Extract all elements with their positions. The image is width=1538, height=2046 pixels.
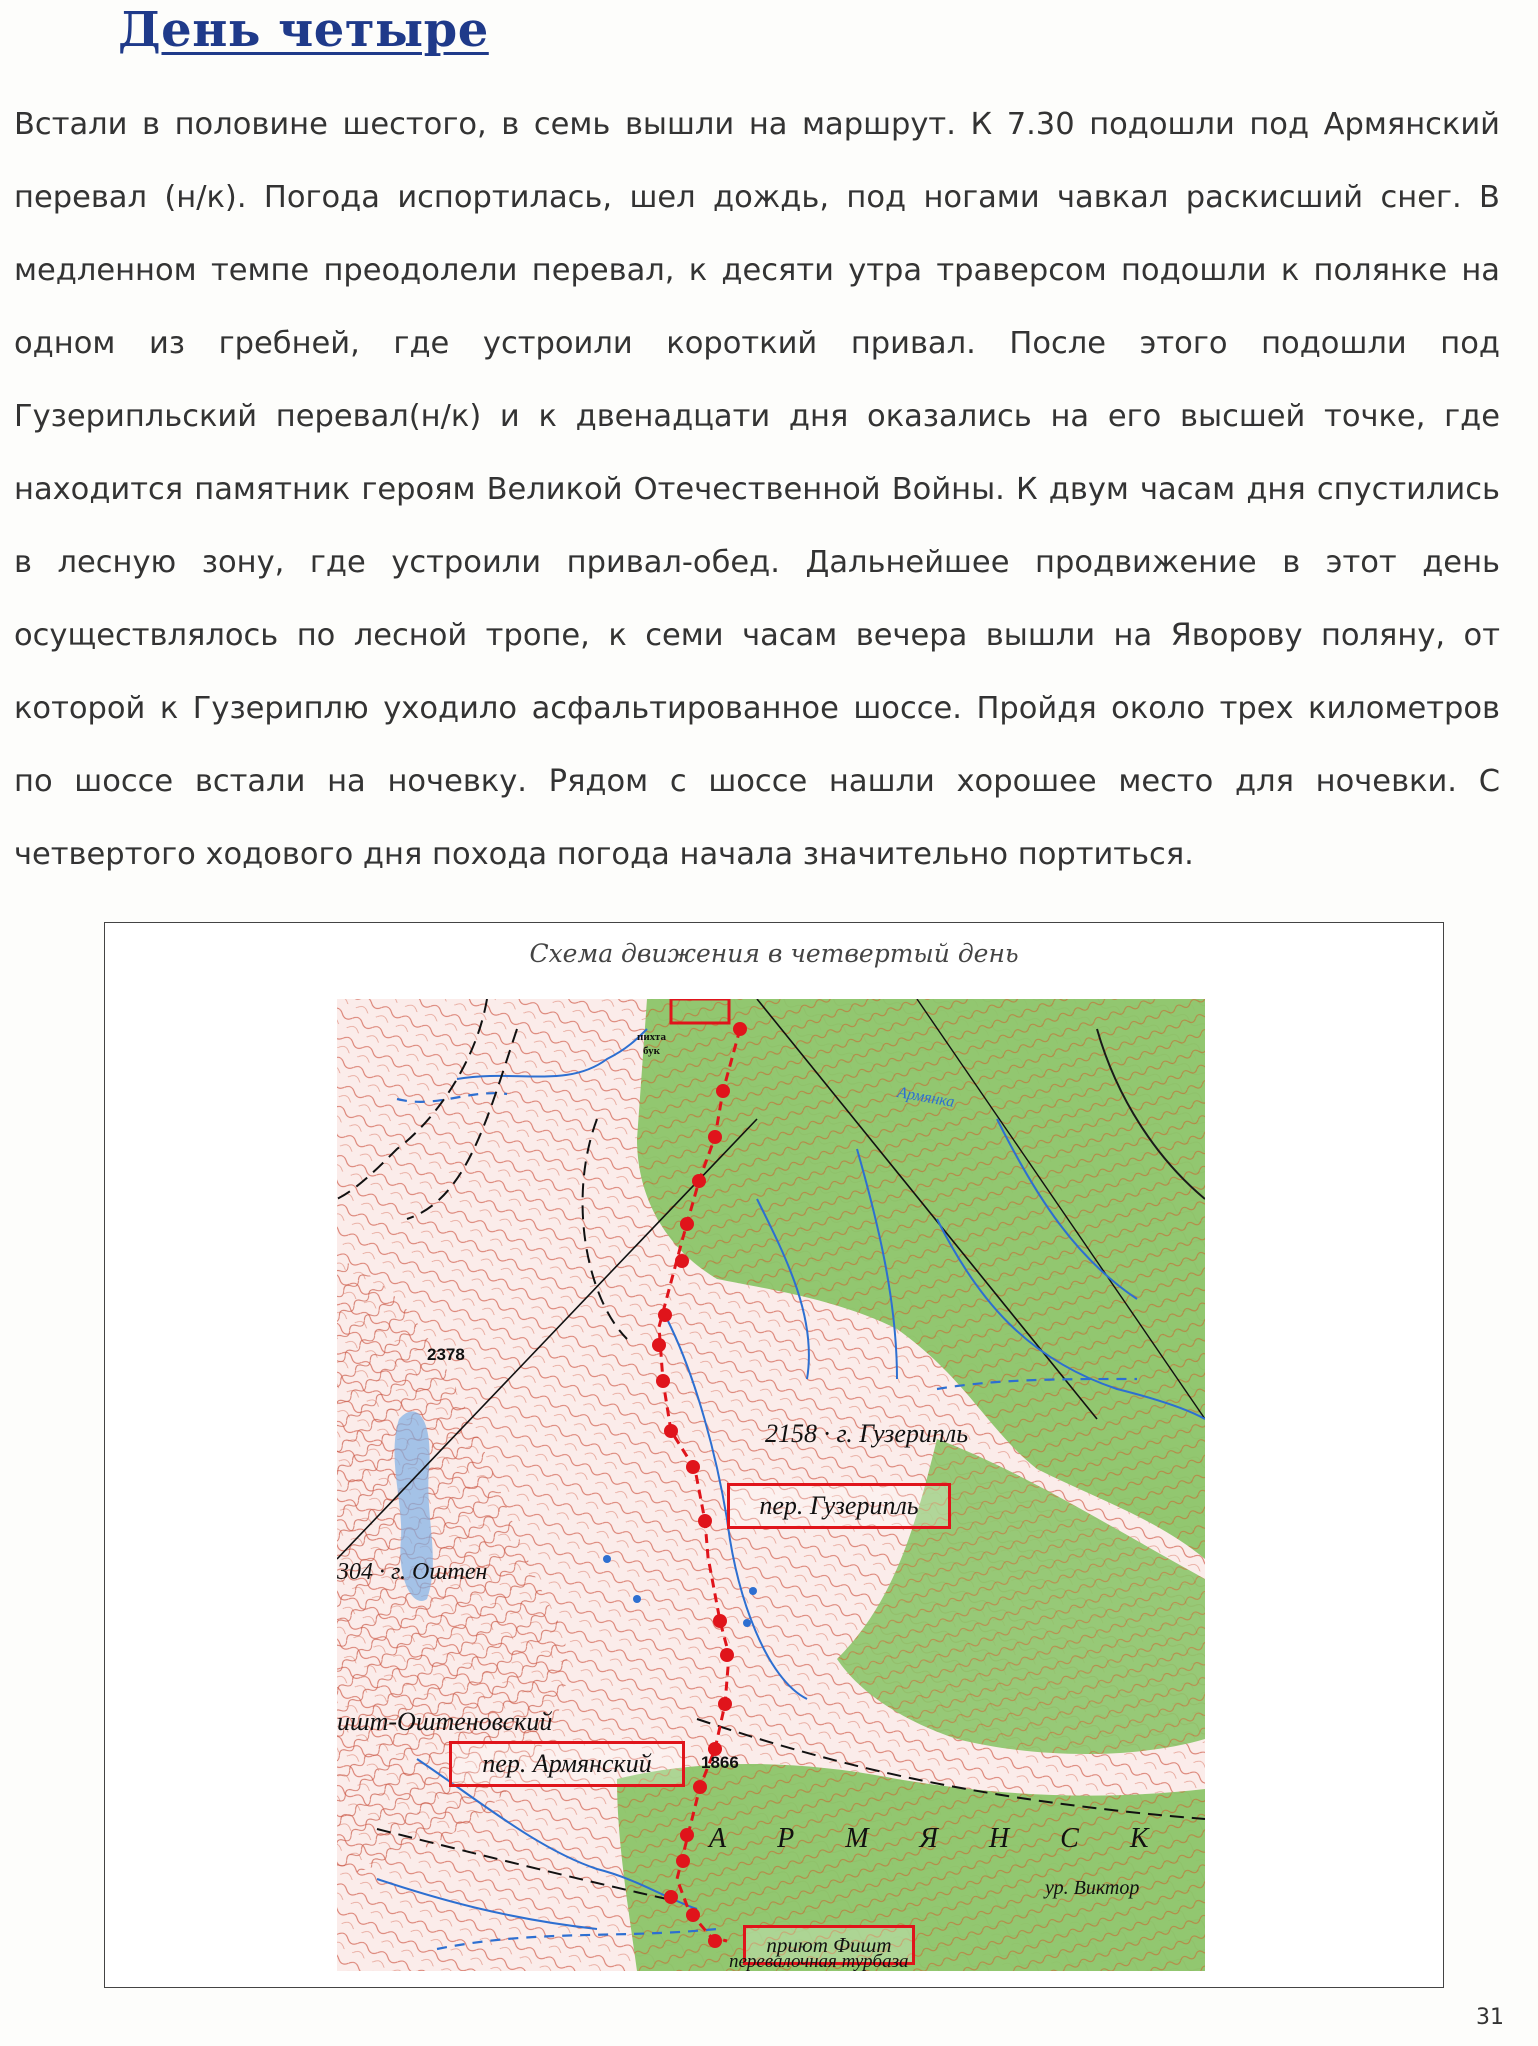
page-number: 31 bbox=[1476, 2005, 1504, 2030]
base-label: перевалочная турбаза bbox=[729, 1951, 909, 1971]
tract-label: ур. Виктор bbox=[1045, 1877, 1140, 1899]
river-label: Армянка bbox=[896, 1084, 956, 1111]
pass-guzeripl-box: пер. Гузерипль bbox=[727, 1483, 951, 1529]
pass-armyansky-box: пер. Армянский bbox=[449, 1741, 685, 1787]
ridge-label: ишт-Оштеновский bbox=[337, 1707, 553, 1736]
figure-caption: Схема движения в четвертый день bbox=[529, 939, 1019, 968]
route-figure bbox=[104, 922, 1444, 1988]
peak-guzeripl-label: 2158 · г. Гузерипль bbox=[765, 1419, 969, 1448]
tree-label-beech: бук bbox=[643, 1045, 660, 1057]
tree-label-fir: пихта bbox=[637, 1031, 666, 1043]
elevation-2378: 2378 bbox=[427, 1345, 465, 1364]
topographic-map bbox=[337, 999, 1205, 1971]
body-paragraph: Встали в половине шестого, в семь вышли на маршрут. К 7.30 подошли под Армянский перевал (н/к). Погода испортилась, шел дождь, под ногами чавкал раскисший снег. В медленном темпе преодолели перевал, к десяти утра траверсом подошли к полянке на одном из гребней, где устроили короткий привал. После этого подошли под Гузерипльский перевал(н/к) и к двенадцати дня оказались на его высшей точке, где находится памятник героям Великой Отечественной Войны. К двум часам дня спустились в лесную зону, где устроили привал-обед. Дальнейшее продвижение в этот день осуществлялось по лесной тропе, к семи часам вечера вышли на Яворову поляну, от которой к Гузериплю уходило асфальтированное шоссе. Пройдя около трех километров по шоссе встали на ночевку. Рядом с шоссе нашли хорошее место для ночевки. С четвертого ходового дня похода погода начала значительно портиться. bbox=[14, 107, 1500, 872]
shelter-box: приют Фишт bbox=[743, 1925, 915, 1965]
peak-oshten-label: 304 · г. Оштен bbox=[337, 1559, 488, 1585]
elevation-1866: 1866 bbox=[701, 1753, 739, 1772]
page-heading: День четыре bbox=[118, 2, 489, 58]
region-label: А Р М Я Н С К bbox=[709, 1823, 1171, 1854]
